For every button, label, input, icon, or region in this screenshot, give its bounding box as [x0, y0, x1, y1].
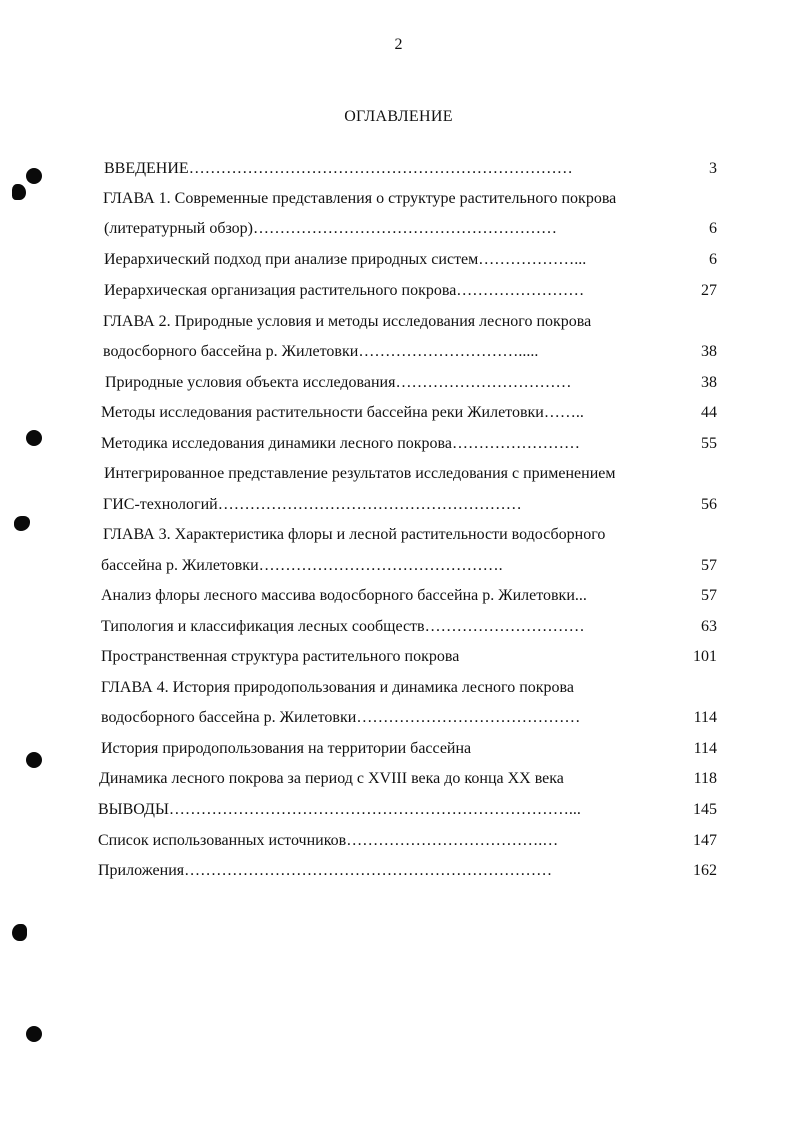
toc-entry: [0, 341, 797, 363]
toc-entry-text: Типология и классификация лесных сообществ…………………………: [101, 618, 585, 635]
toc-entry-text: водосборного бассейна р. Жилетовки………………………….....: [103, 343, 539, 360]
toc-entry: [0, 738, 797, 760]
toc-entry-text: Пространственная структура растительного покрова: [101, 648, 460, 665]
toc-entry: [0, 860, 797, 882]
toc-entry: [0, 677, 797, 699]
toc-entry-text: Методика исследования динамики лесного покрова……………………: [101, 435, 580, 452]
toc-entry-page: 55: [701, 435, 717, 452]
toc-entry-page: 63: [701, 618, 717, 635]
toc-entry: [0, 646, 797, 668]
toc-entry-page: 27: [701, 282, 717, 299]
toc-entry: [0, 463, 797, 485]
toc-entry: [0, 311, 797, 333]
toc-entry: [0, 555, 797, 577]
toc-entry-text: ГЛАВА 1. Современные представления о структуре растительного покрова: [103, 190, 617, 207]
page-number: 2: [394, 36, 403, 53]
toc-entry-text: ВВЕДЕНИЕ………………………………………………………………: [104, 160, 573, 177]
toc-entry-page: 56: [701, 496, 717, 513]
toc-entry-page: 6: [709, 220, 717, 237]
toc-entry: [0, 768, 797, 790]
toc-entry-page: 147: [693, 832, 717, 849]
toc-entry-text: Иерархическая организация растительного покрова……………………: [104, 282, 585, 299]
toc-entry-page: 118: [693, 770, 717, 787]
toc-entry-text: Анализ флоры лесного массива водосборного бассейна р. Жилетовки...: [101, 587, 587, 604]
toc-entry-text: Динамика лесного покрова за период с XVIII века до конца XX века: [99, 770, 564, 787]
toc-entry: [0, 707, 797, 729]
toc-entry: [0, 402, 797, 424]
toc-entry-text: Список использованных источников……………………………….…: [98, 832, 559, 849]
toc-entry-page: 57: [701, 557, 717, 574]
toc-entry: [0, 585, 797, 607]
toc-entry-page: 101: [693, 648, 717, 665]
toc-entry-text: ГЛАВА 2. Природные условия и методы исследования лесного покрова: [103, 313, 592, 330]
binder-hole: [26, 430, 42, 446]
toc-entry-page: 57: [701, 587, 717, 604]
toc-entry-text: Иерархический подход при анализе природных систем………………...: [104, 251, 587, 268]
toc-entry: [0, 494, 797, 516]
toc-entry-page: 114: [693, 709, 717, 726]
toc-entry-text: ГЛАВА 3. Характеристика флоры и лесной растительности водосборного: [103, 526, 606, 543]
toc-entry-page: 6: [709, 251, 717, 268]
toc-entry-page: 114: [693, 740, 717, 757]
toc-entry-text: (литературный обзор)…………………………………………………: [104, 220, 558, 237]
binder-hole: [26, 1026, 42, 1042]
toc-entry-page: 162: [693, 862, 717, 879]
toc-entry-text: История природопользования на территории бассейна: [101, 740, 472, 757]
toc-entry: [0, 249, 797, 271]
toc-entry: [0, 218, 797, 240]
toc-entry: [0, 799, 797, 821]
toc-entry-text: ГЛАВА 4. История природопользования и динамика лесного покрова: [101, 679, 574, 696]
toc-entry-page: 38: [701, 374, 717, 391]
toc-entry-text: ВЫВОДЫ…………………………………………………………………...: [98, 801, 581, 818]
toc-entry-text: ГИС-технологий…………………………………………………: [103, 496, 522, 513]
scan-blot: [12, 924, 27, 941]
toc-entry: [0, 188, 797, 210]
toc-entry-page: 38: [701, 343, 717, 360]
scan-blot: [12, 184, 26, 200]
toc-entry-page: 3: [709, 160, 717, 177]
toc-entry: [0, 158, 797, 180]
toc-entry-text: Приложения……………………………………………………………: [98, 862, 553, 879]
toc-entry: [0, 616, 797, 638]
toc-entry: [0, 280, 797, 302]
toc-entry: [0, 433, 797, 455]
toc-entry-page: 145: [693, 801, 717, 818]
toc-entry: [0, 372, 797, 394]
toc-entry: [0, 830, 797, 852]
toc-entry: [0, 524, 797, 546]
toc-entry-text: бассейна р. Жилетовки……………………………………….: [101, 557, 503, 574]
binder-hole: [26, 752, 42, 768]
toc-entry-text: Методы исследования растительности бассейна реки Жилетовки……..: [101, 404, 584, 421]
toc-entry-text: водосборного бассейна р. Жилетовки……………………………………: [101, 709, 581, 726]
toc-entry-page: 44: [701, 404, 717, 421]
toc-entry-text: Интегрированное представление результатов исследования с применением: [104, 465, 616, 482]
binder-hole: [26, 168, 42, 184]
toc-entry-text: Природные условия объекта исследования……………………………: [105, 374, 572, 391]
toc-title: ОГЛАВЛЕНИЕ: [344, 108, 453, 125]
